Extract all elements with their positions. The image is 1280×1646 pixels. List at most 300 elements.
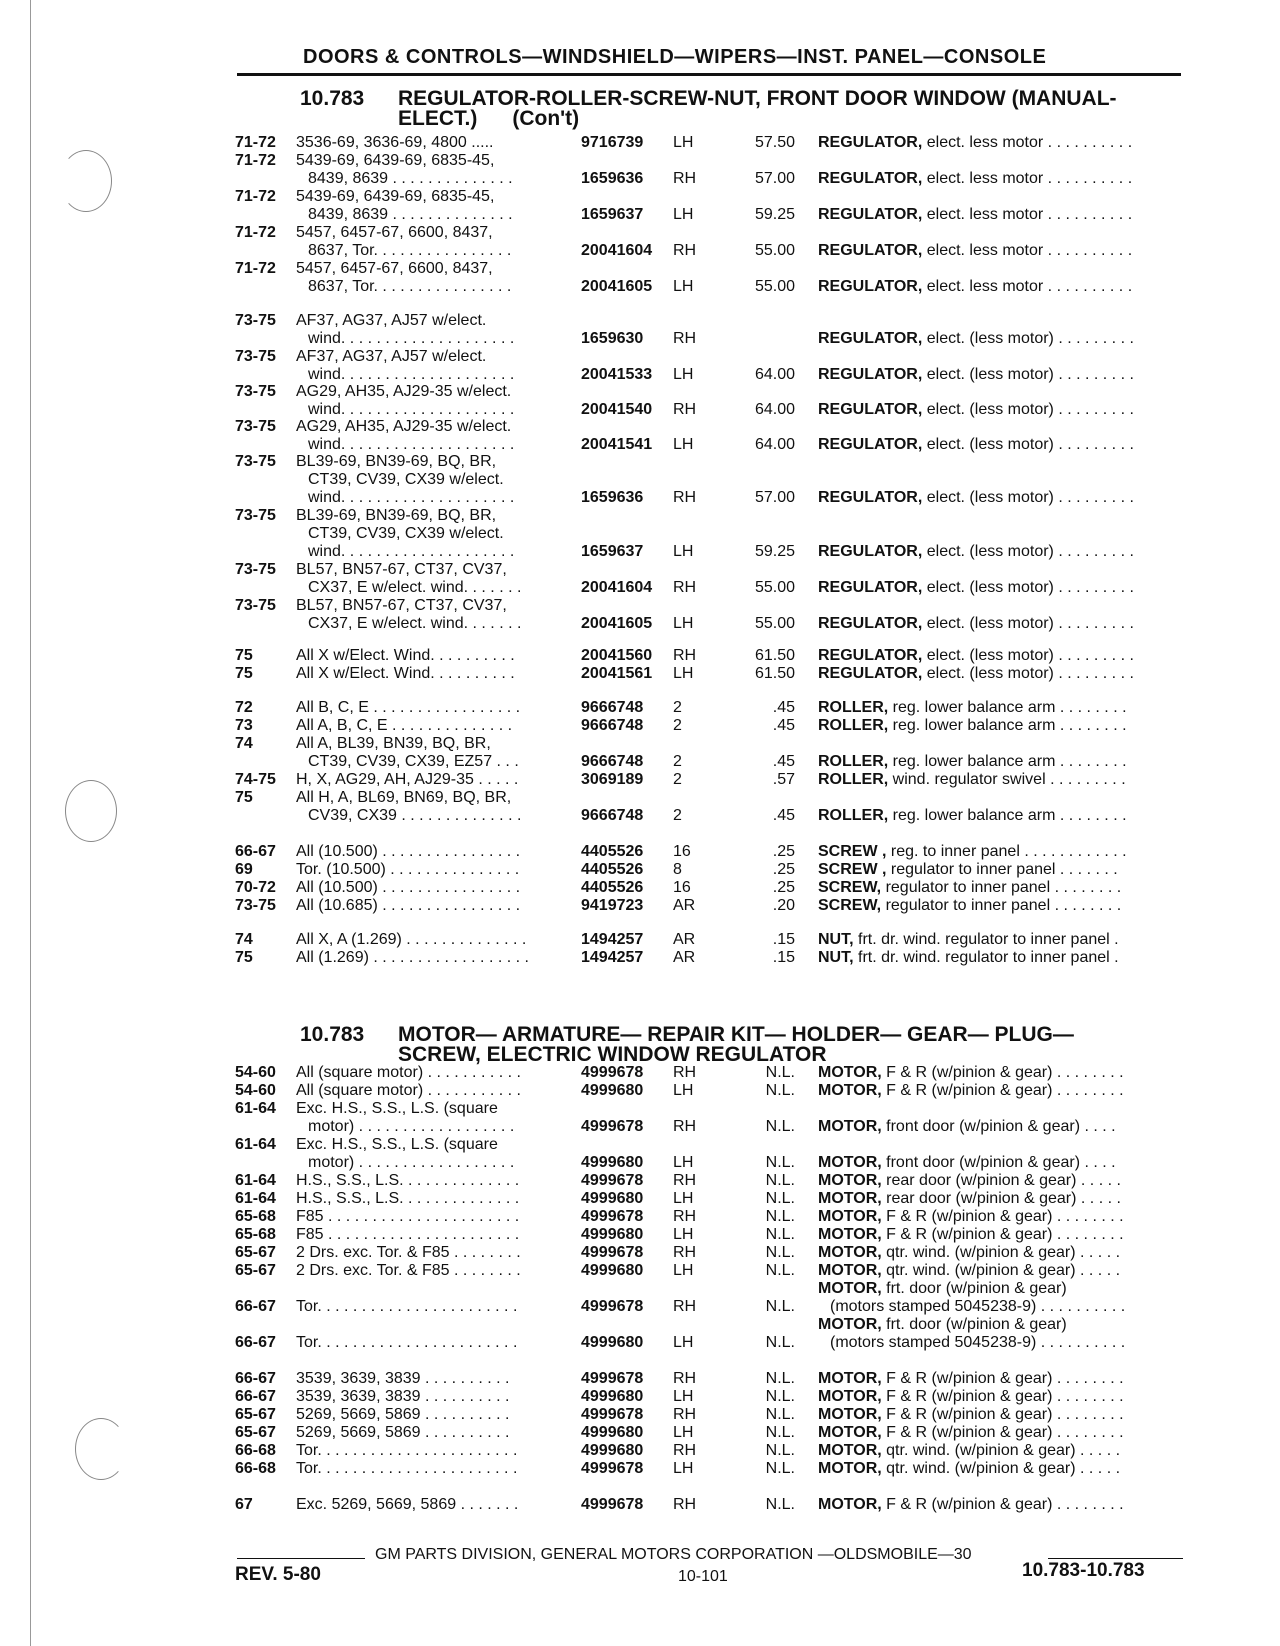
application-desc: 5457, 6457-67, 6600, 8437, bbox=[296, 260, 493, 277]
application-desc: All (1.269) . . . . . . . . . . . . . . . . . . bbox=[296, 949, 529, 966]
item-detail: qtr. wind. (w/pinion & gear) . . . . . bbox=[881, 1442, 1121, 1459]
item-name: ROLLER, bbox=[818, 717, 889, 734]
item-description bbox=[818, 401, 1134, 419]
item-detail: elect. (less motor) . . . . . . . . . bbox=[922, 489, 1134, 506]
binding-hole-top bbox=[60, 150, 112, 212]
list-price: 57.50 bbox=[754, 134, 795, 151]
model-year: 74 bbox=[235, 735, 253, 752]
application-desc: CX37, E w/elect. wind. . . . . . . bbox=[308, 579, 522, 596]
item-detail: reg. lower balance arm . . . . . . . . bbox=[888, 699, 1127, 716]
side-qty: LH bbox=[673, 1190, 694, 1207]
item-detail: elect. less motor . . . . . . . . . . bbox=[922, 134, 1133, 151]
model-year: 73-75 bbox=[235, 383, 276, 400]
side-qty: LH bbox=[673, 206, 694, 223]
side-qty: RH bbox=[673, 1370, 697, 1387]
part-number: 3069189 bbox=[581, 771, 644, 788]
item-name: MOTOR, bbox=[818, 1082, 882, 1099]
item-description bbox=[818, 1424, 1124, 1442]
item-description bbox=[818, 1226, 1124, 1244]
model-year: 65-68 bbox=[235, 1226, 276, 1243]
item-detail: elect. (less motor) . . . . . . . . . bbox=[922, 579, 1134, 596]
part-number: 9666748 bbox=[581, 753, 644, 770]
item-detail: reg. lower balance arm . . . . . . . . bbox=[888, 753, 1127, 770]
item-detail: elect. (less motor) . . . . . . . . . bbox=[922, 330, 1134, 347]
side-qty: LH bbox=[673, 1226, 694, 1243]
item-name: MOTOR, bbox=[818, 1244, 882, 1261]
part-number: 4999678 bbox=[581, 1244, 644, 1261]
item-description bbox=[818, 615, 1134, 633]
item-name: SCREW, bbox=[818, 897, 882, 914]
side-qty: LH bbox=[673, 1388, 694, 1405]
part-number: 4999678 bbox=[581, 1370, 644, 1387]
side-qty: LH bbox=[673, 436, 694, 453]
revision-label: REV. 5-80 bbox=[235, 1564, 321, 1585]
item-name: REGULATOR, bbox=[818, 170, 923, 187]
item-name: REGULATOR, bbox=[818, 647, 923, 664]
model-year: 73-75 bbox=[235, 897, 276, 914]
part-number: 9666748 bbox=[581, 699, 644, 716]
item-detail: wind. regulator swivel . . . . . . . . . bbox=[888, 771, 1126, 788]
item-description bbox=[818, 807, 1127, 825]
item-detail: qtr. wind. (w/pinion & gear) . . . . . bbox=[881, 1460, 1121, 1477]
header-rule bbox=[237, 73, 1181, 76]
application-desc: Tor. . . . . . . . . . . . . . . . . . . . . . . bbox=[296, 1334, 518, 1351]
item-name: MOTOR, bbox=[818, 1172, 882, 1189]
list-price: .15 bbox=[772, 931, 795, 948]
item-description bbox=[818, 170, 1132, 188]
part-number: 4999680 bbox=[581, 1334, 644, 1351]
item-description bbox=[818, 436, 1134, 454]
item-name: ROLLER, bbox=[818, 807, 889, 824]
item-description bbox=[818, 931, 1119, 949]
application-desc: 2 Drs. exc. Tor. & F85 . . . . . . . . bbox=[296, 1262, 521, 1279]
application-desc: All H, A, BL69, BN69, BQ, BR, bbox=[296, 789, 512, 806]
application-desc: All (10.500) . . . . . . . . . . . . . . . . bbox=[296, 879, 521, 896]
item-name: NUT, bbox=[818, 949, 854, 966]
part-number: 4999678 bbox=[581, 1298, 644, 1315]
list-price: .15 bbox=[772, 949, 795, 966]
model-year: 71-72 bbox=[235, 260, 276, 277]
application-desc: AF37, AG37, AJ57 w/elect. bbox=[296, 348, 487, 365]
application-desc: H, X, AG29, AH, AJ29-35 . . . . . bbox=[296, 771, 519, 788]
item-name: REGULATOR, bbox=[818, 206, 923, 223]
item-detail: qtr. wind. (w/pinion & gear) . . . . . bbox=[881, 1244, 1121, 1261]
binding-hole-bottom bbox=[75, 1418, 127, 1480]
list-price: N.L. bbox=[765, 1424, 795, 1441]
item-description bbox=[818, 278, 1132, 296]
item-name: REGULATOR, bbox=[818, 543, 923, 560]
section-title-line1: REGULATOR-ROLLER-SCREW-NUT, FRONT DOOR WINDOW (MANUAL- bbox=[398, 87, 1117, 110]
model-year: 66-67 bbox=[235, 1388, 276, 1405]
application-desc: BL39-69, BN39-69, BQ, BR, bbox=[296, 453, 497, 470]
item-description bbox=[818, 1118, 1116, 1136]
item-description bbox=[818, 1280, 1067, 1298]
section-title-line1: MOTOR— ARMATURE— REPAIR KIT— HOLDER— GEAR— PLUG— bbox=[398, 1023, 1074, 1046]
side-qty: LH bbox=[673, 134, 694, 151]
item-detail: frt. dr. wind. regulator to inner panel . bbox=[853, 949, 1119, 966]
list-price: .45 bbox=[772, 717, 795, 734]
model-year: 73 bbox=[235, 717, 253, 734]
item-name: REGULATOR, bbox=[818, 134, 923, 151]
model-year: 74-75 bbox=[235, 771, 276, 788]
side-qty: 2 bbox=[673, 807, 682, 824]
side-qty: LH bbox=[673, 1424, 694, 1441]
side-qty: LH bbox=[673, 615, 694, 632]
item-description bbox=[818, 897, 1121, 915]
item-detail: elect. less motor . . . . . . . . . . bbox=[922, 206, 1133, 223]
model-year: 73-75 bbox=[235, 348, 276, 365]
item-name: MOTOR, bbox=[818, 1118, 882, 1135]
side-qty: RH bbox=[673, 1442, 697, 1459]
application-desc: motor) . . . . . . . . . . . . . . . . . . bbox=[308, 1154, 515, 1171]
item-name: SCREW , bbox=[818, 843, 887, 860]
model-year: 73-75 bbox=[235, 418, 276, 435]
item-detail: rear door (w/pinion & gear) . . . . . bbox=[881, 1172, 1121, 1189]
part-number: 4999678 bbox=[581, 1406, 644, 1423]
item-description bbox=[818, 206, 1132, 224]
item-name: REGULATOR, bbox=[818, 330, 923, 347]
model-year: 66-67 bbox=[235, 1370, 276, 1387]
item-name: MOTOR, bbox=[818, 1370, 882, 1387]
part-number: 4405526 bbox=[581, 843, 644, 860]
item-detail: elect. less motor . . . . . . . . . . bbox=[922, 170, 1133, 187]
model-year: 66-67 bbox=[235, 1298, 276, 1315]
application-desc: wind. . . . . . . . . . . . . . . . . . . . bbox=[308, 489, 515, 506]
model-year: 65-67 bbox=[235, 1244, 276, 1261]
item-name: MOTOR, bbox=[818, 1280, 882, 1297]
section-number: 10.783 bbox=[300, 87, 365, 110]
item-description bbox=[818, 879, 1121, 897]
list-price: N.L. bbox=[765, 1208, 795, 1225]
side-qty: RH bbox=[673, 489, 697, 506]
application-desc: AG29, AH35, AJ29-35 w/elect. bbox=[296, 418, 512, 435]
application-desc: wind. . . . . . . . . . . . . . . . . . . . bbox=[308, 543, 515, 560]
item-name: REGULATOR, bbox=[818, 401, 923, 418]
side-qty: 16 bbox=[673, 879, 691, 896]
item-description bbox=[818, 861, 1118, 879]
side-qty: RH bbox=[673, 401, 697, 418]
model-year: 66-68 bbox=[235, 1442, 276, 1459]
application-desc: 8439, 8639 . . . . . . . . . . . . . . bbox=[308, 206, 513, 223]
side-qty: 16 bbox=[673, 843, 691, 860]
list-price: .20 bbox=[772, 897, 795, 914]
item-description bbox=[818, 366, 1134, 384]
item-detail: frt. dr. wind. regulator to inner panel . bbox=[853, 931, 1119, 948]
part-number: 20041560 bbox=[581, 647, 653, 664]
application-desc: AG29, AH35, AJ29-35 w/elect. bbox=[296, 383, 512, 400]
item-description bbox=[818, 1082, 1124, 1100]
item-name: REGULATOR, bbox=[818, 579, 923, 596]
list-price: N.L. bbox=[765, 1370, 795, 1387]
item-name: MOTOR, bbox=[818, 1388, 882, 1405]
part-number: 4999678 bbox=[581, 1496, 644, 1513]
list-price: 64.00 bbox=[754, 366, 795, 383]
part-number: 20041540 bbox=[581, 401, 653, 418]
application-desc: All (10.500) . . . . . . . . . . . . . . . . bbox=[296, 843, 521, 860]
item-name: NUT, bbox=[818, 931, 854, 948]
application-desc: 3539, 3639, 3839 . . . . . . . . . . bbox=[296, 1370, 510, 1387]
part-number: 4999678 bbox=[581, 1172, 644, 1189]
application-desc: CT39, CV39, CX39 w/elect. bbox=[308, 525, 504, 542]
model-year: 65-67 bbox=[235, 1424, 276, 1441]
part-number: 4405526 bbox=[581, 861, 644, 878]
side-qty: LH bbox=[673, 543, 694, 560]
item-name: MOTOR, bbox=[818, 1460, 882, 1477]
application-desc: 5439-69, 6439-69, 6835-45, bbox=[296, 188, 495, 205]
item-name: ROLLER, bbox=[818, 753, 889, 770]
side-qty: LH bbox=[673, 665, 694, 682]
model-year: 61-64 bbox=[235, 1172, 276, 1189]
list-price: N.L. bbox=[765, 1460, 795, 1477]
model-year: 54-60 bbox=[235, 1082, 276, 1099]
section-range: 10.783-10.783 bbox=[1022, 1560, 1145, 1581]
item-description bbox=[818, 1190, 1121, 1208]
item-description bbox=[818, 1064, 1124, 1082]
application-desc: 8637, Tor. . . . . . . . . . . . . . . . bbox=[308, 278, 512, 295]
application-desc: 5269, 5669, 5869 . . . . . . . . . . bbox=[296, 1424, 510, 1441]
application-desc: wind. . . . . . . . . . . . . . . . . . . . bbox=[308, 330, 515, 347]
model-year: 67 bbox=[235, 1496, 253, 1513]
item-description bbox=[818, 949, 1119, 967]
side-qty: RH bbox=[673, 1208, 697, 1225]
footer-rule-left bbox=[237, 1558, 365, 1559]
item-description bbox=[818, 1316, 1067, 1334]
footer-division: GM PARTS DIVISION, GENERAL MOTORS CORPORATION —OLDSMOBILE—30 bbox=[375, 1546, 972, 1563]
application-desc: 8637, Tor. . . . . . . . . . . . . . . . bbox=[308, 242, 512, 259]
list-price: .45 bbox=[772, 807, 795, 824]
model-year: 75 bbox=[235, 949, 253, 966]
model-year: 66-67 bbox=[235, 1334, 276, 1351]
item-detail: F & R (w/pinion & gear) . . . . . . . . bbox=[881, 1082, 1124, 1099]
item-detail: F & R (w/pinion & gear) . . . . . . . . bbox=[881, 1064, 1124, 1081]
part-number: 9419723 bbox=[581, 897, 644, 914]
item-detail: F & R (w/pinion & gear) . . . . . . . . bbox=[881, 1406, 1124, 1423]
side-qty: 2 bbox=[673, 771, 682, 788]
list-price: .25 bbox=[772, 879, 795, 896]
item-name: MOTOR, bbox=[818, 1316, 882, 1333]
item-name: MOTOR, bbox=[818, 1208, 882, 1225]
item-detail: frt. door (w/pinion & gear) bbox=[881, 1316, 1067, 1333]
model-year: 75 bbox=[235, 647, 253, 664]
list-price: N.L. bbox=[765, 1226, 795, 1243]
item-detail: elect. (less motor) . . . . . . . . . bbox=[922, 665, 1134, 682]
list-price: N.L. bbox=[765, 1190, 795, 1207]
list-price: N.L. bbox=[765, 1298, 795, 1315]
side-qty: RH bbox=[673, 647, 697, 664]
item-description bbox=[818, 134, 1132, 152]
side-qty: LH bbox=[673, 278, 694, 295]
item-detail: rear door (w/pinion & gear) . . . . . bbox=[881, 1190, 1121, 1207]
item-description bbox=[818, 1460, 1120, 1478]
application-desc: 5269, 5669, 5869 . . . . . . . . . . bbox=[296, 1406, 510, 1423]
list-price: N.L. bbox=[765, 1154, 795, 1171]
side-qty: 2 bbox=[673, 699, 682, 716]
part-number: 20041604 bbox=[581, 579, 653, 596]
side-qty: RH bbox=[673, 1406, 697, 1423]
model-year: 69 bbox=[235, 861, 253, 878]
model-year: 66-68 bbox=[235, 1460, 276, 1477]
item-description bbox=[818, 543, 1134, 561]
side-qty: RH bbox=[673, 242, 697, 259]
item-name: MOTOR, bbox=[818, 1442, 882, 1459]
item-detail: elect. less motor . . . . . . . . . . bbox=[922, 242, 1133, 259]
list-price: N.L. bbox=[765, 1244, 795, 1261]
application-desc: wind. . . . . . . . . . . . . . . . . . . . bbox=[308, 436, 515, 453]
part-number: 20041605 bbox=[581, 615, 653, 632]
section-title-line2: ELECT.) (Con't) bbox=[398, 107, 580, 130]
part-number: 1659630 bbox=[581, 330, 644, 347]
list-price: .57 bbox=[772, 771, 795, 788]
list-price: N.L. bbox=[765, 1082, 795, 1099]
item-description bbox=[818, 1496, 1124, 1514]
item-description bbox=[818, 1370, 1124, 1388]
item-detail: elect. (less motor) . . . . . . . . . bbox=[922, 543, 1134, 560]
item-description bbox=[818, 489, 1134, 507]
item-detail: regulator to inner panel . . . . . . . . bbox=[881, 879, 1122, 896]
item-description bbox=[818, 242, 1132, 260]
part-number: 4999680 bbox=[581, 1442, 644, 1459]
item-description bbox=[818, 647, 1134, 665]
application-desc: All (square motor) . . . . . . . . . . . bbox=[296, 1082, 521, 1099]
list-price: N.L. bbox=[765, 1064, 795, 1081]
model-year: 73-75 bbox=[235, 507, 276, 524]
side-qty: RH bbox=[673, 170, 697, 187]
item-description bbox=[818, 1208, 1124, 1226]
application-desc: All (10.685) . . . . . . . . . . . . . . . . bbox=[296, 897, 521, 914]
side-qty: AR bbox=[673, 949, 696, 966]
part-number: 20041604 bbox=[581, 242, 653, 259]
part-number: 4999680 bbox=[581, 1190, 644, 1207]
model-year: 75 bbox=[235, 789, 253, 806]
application-desc: Tor. . . . . . . . . . . . . . . . . . . . . . . bbox=[296, 1442, 518, 1459]
item-description bbox=[818, 1406, 1124, 1424]
item-name: REGULATOR, bbox=[818, 278, 923, 295]
item-description bbox=[818, 1442, 1120, 1460]
item-detail: regulator to inner panel . . . . . . . . bbox=[881, 897, 1122, 914]
application-desc: CT39, CV39, CX39, EZ57 . . . bbox=[308, 753, 519, 770]
side-qty: RH bbox=[673, 330, 697, 347]
model-year: 73-75 bbox=[235, 597, 276, 614]
binder-margin-line bbox=[30, 0, 31, 1646]
part-number: 20041533 bbox=[581, 366, 653, 383]
application-desc: Tor. . . . . . . . . . . . . . . . . . . . . . . bbox=[296, 1298, 518, 1315]
side-qty: 2 bbox=[673, 753, 682, 770]
item-description bbox=[818, 843, 1127, 861]
application-desc: 3536-69, 3636-69, 4800 ..... bbox=[296, 134, 494, 151]
application-desc: CX37, E w/elect. wind. . . . . . . bbox=[308, 615, 522, 632]
item-detail: qtr. wind. (w/pinion & gear) . . . . . bbox=[881, 1262, 1121, 1279]
part-number: 1659637 bbox=[581, 543, 644, 560]
application-desc: All X w/Elect. Wind. . . . . . . . . . bbox=[296, 647, 515, 664]
list-price: 61.50 bbox=[754, 665, 795, 682]
item-detail: front door (w/pinion & gear) . . . . bbox=[881, 1118, 1116, 1135]
item-detail-continued: (motors stamped 5045238-9) . . . . . . . . . . bbox=[830, 1298, 1126, 1315]
model-year: 71-72 bbox=[235, 224, 276, 241]
application-desc: All A, BL39, BN39, BQ, BR, bbox=[296, 735, 491, 752]
side-qty: LH bbox=[673, 1154, 694, 1171]
item-description bbox=[818, 665, 1134, 683]
item-name: MOTOR, bbox=[818, 1190, 882, 1207]
part-number: 4999678 bbox=[581, 1064, 644, 1081]
model-year: 71-72 bbox=[235, 188, 276, 205]
item-name: REGULATOR, bbox=[818, 242, 923, 259]
item-description bbox=[818, 1262, 1120, 1280]
list-price: N.L. bbox=[765, 1262, 795, 1279]
item-description bbox=[818, 1388, 1124, 1406]
item-detail: reg. lower balance arm . . . . . . . . bbox=[888, 807, 1127, 824]
side-qty: RH bbox=[673, 1172, 697, 1189]
model-year: 73-75 bbox=[235, 312, 276, 329]
item-detail: regulator to inner panel . . . . . . . bbox=[886, 861, 1118, 878]
item-description bbox=[818, 699, 1127, 717]
model-year: 65-67 bbox=[235, 1406, 276, 1423]
item-name: REGULATOR, bbox=[818, 665, 923, 682]
list-price: 64.00 bbox=[754, 401, 795, 418]
application-desc: BL57, BN57-67, CT37, CV37, bbox=[296, 561, 507, 578]
side-qty: RH bbox=[673, 1118, 697, 1135]
item-name: REGULATOR, bbox=[818, 436, 923, 453]
item-name: SCREW , bbox=[818, 861, 887, 878]
item-name: REGULATOR, bbox=[818, 489, 923, 506]
application-desc: 3539, 3639, 3839 . . . . . . . . . . bbox=[296, 1388, 510, 1405]
part-number: 4999680 bbox=[581, 1082, 644, 1099]
list-price: N.L. bbox=[765, 1406, 795, 1423]
application-desc: CT39, CV39, CX39 w/elect. bbox=[308, 471, 504, 488]
item-detail: reg. lower balance arm . . . . . . . . bbox=[888, 717, 1127, 734]
application-desc: F85 . . . . . . . . . . . . . . . . . . . . . . bbox=[296, 1208, 520, 1225]
application-desc: Exc. H.S., S.S., L.S. (square bbox=[296, 1100, 498, 1117]
list-price: N.L. bbox=[765, 1496, 795, 1513]
item-description bbox=[818, 579, 1134, 597]
side-qty: RH bbox=[673, 1064, 697, 1081]
part-number: 1659636 bbox=[581, 489, 644, 506]
side-qty: LH bbox=[673, 1460, 694, 1477]
list-price: 55.00 bbox=[754, 278, 795, 295]
item-name: MOTOR, bbox=[818, 1496, 882, 1513]
application-desc: wind. . . . . . . . . . . . . . . . . . . . bbox=[308, 401, 515, 418]
application-desc: All X w/Elect. Wind. . . . . . . . . . bbox=[296, 665, 515, 682]
item-description bbox=[818, 330, 1134, 348]
item-description bbox=[818, 753, 1127, 771]
application-desc: H.S., S.S., L.S. . . . . . . . . . . . . . bbox=[296, 1172, 520, 1189]
model-year: 65-67 bbox=[235, 1262, 276, 1279]
item-name: MOTOR, bbox=[818, 1226, 882, 1243]
part-number: 4999680 bbox=[581, 1154, 644, 1171]
side-qty: LH bbox=[673, 1262, 694, 1279]
part-number: 4405526 bbox=[581, 879, 644, 896]
application-desc: BL57, BN57-67, CT37, CV37, bbox=[296, 597, 507, 614]
item-name: ROLLER, bbox=[818, 771, 889, 788]
application-desc: Exc. H.S., S.S., L.S. (square bbox=[296, 1136, 498, 1153]
side-qty: LH bbox=[673, 1334, 694, 1351]
side-qty: RH bbox=[673, 1298, 697, 1315]
part-number: 4999678 bbox=[581, 1118, 644, 1135]
item-detail: elect. (less motor) . . . . . . . . . bbox=[922, 615, 1134, 632]
model-year: 71-72 bbox=[235, 134, 276, 151]
item-detail: elect. (less motor) . . . . . . . . . bbox=[922, 366, 1134, 383]
list-price: 59.25 bbox=[754, 206, 795, 223]
part-number: 4999678 bbox=[581, 1208, 644, 1225]
item-name: REGULATOR, bbox=[818, 366, 923, 383]
application-desc: 2 Drs. exc. Tor. & F85 . . . . . . . . bbox=[296, 1244, 521, 1261]
item-detail: F & R (w/pinion & gear) . . . . . . . . bbox=[881, 1208, 1124, 1225]
application-desc: wind. . . . . . . . . . . . . . . . . . . . bbox=[308, 366, 515, 383]
side-qty: AR bbox=[673, 897, 696, 914]
side-qty: RH bbox=[673, 1244, 697, 1261]
side-qty: 2 bbox=[673, 717, 682, 734]
item-detail: elect. (less motor) . . . . . . . . . bbox=[922, 436, 1134, 453]
application-desc: AF37, AG37, AJ57 w/elect. bbox=[296, 312, 487, 329]
